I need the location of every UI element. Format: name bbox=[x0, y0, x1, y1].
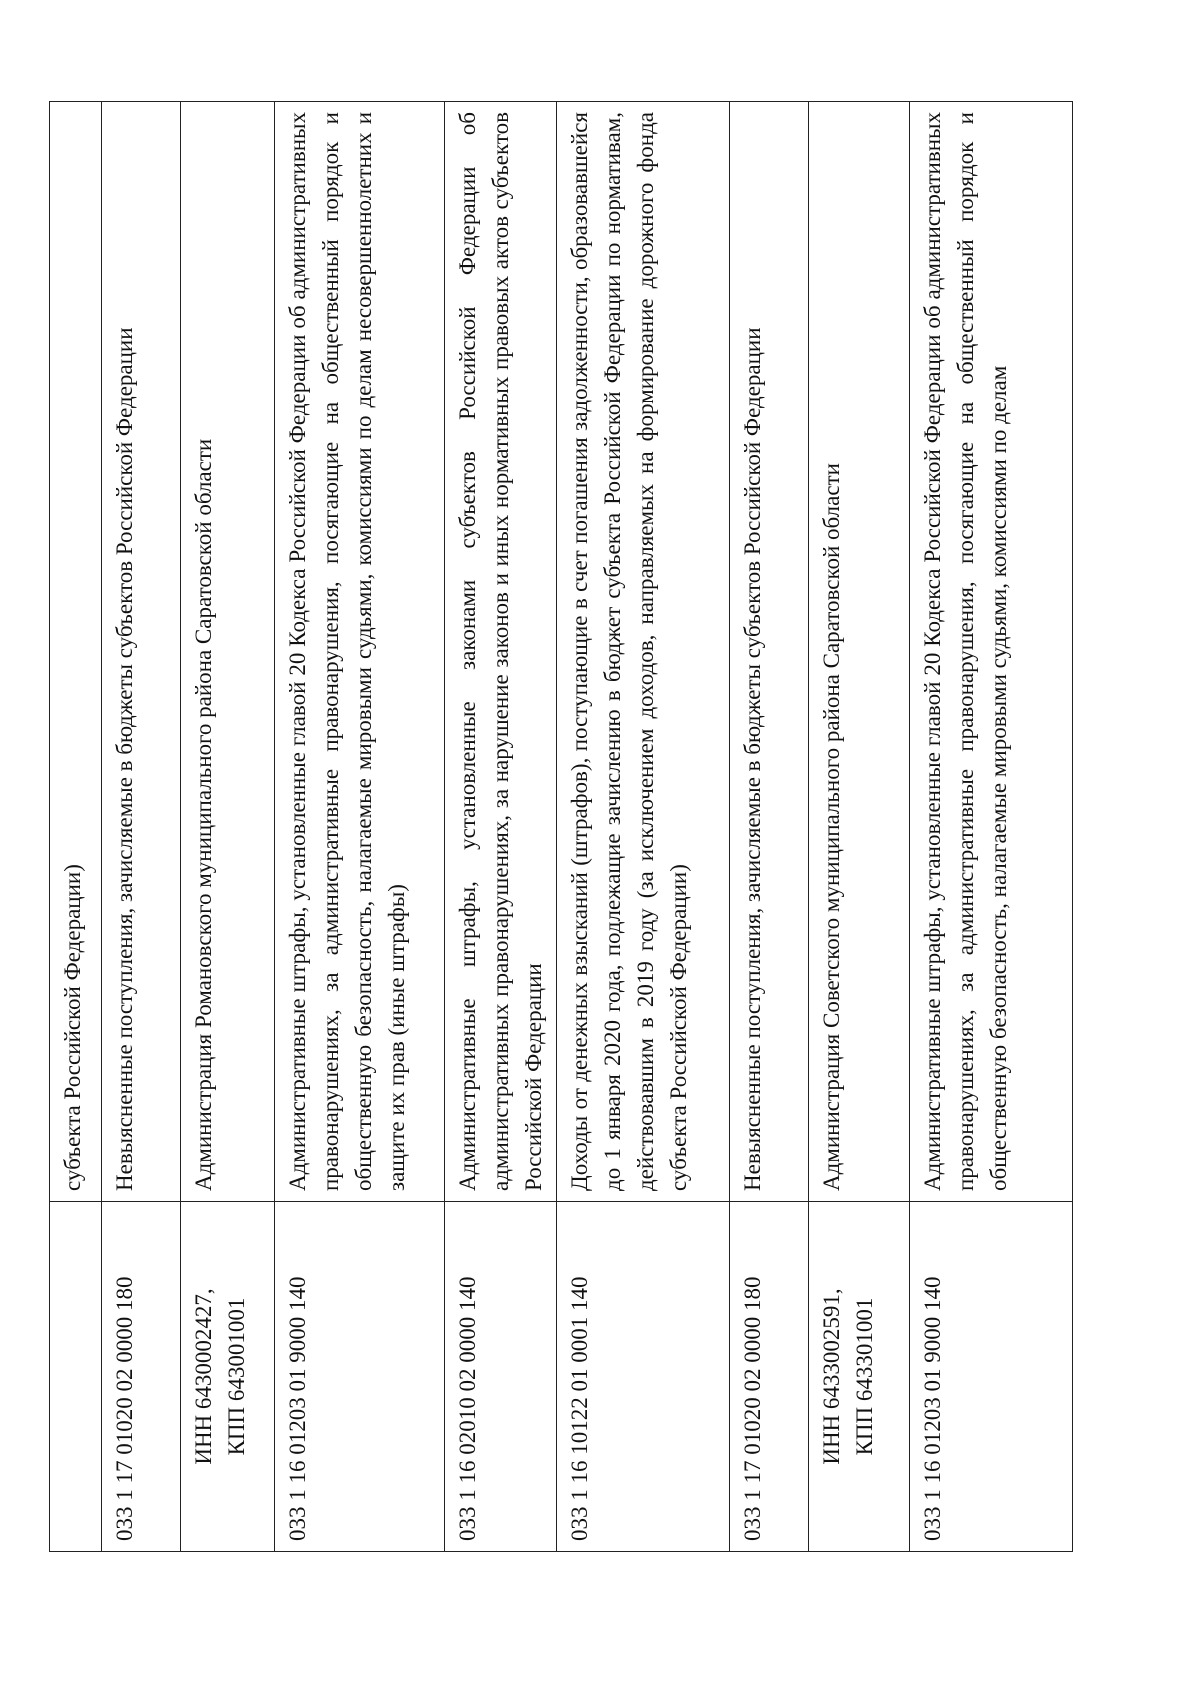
revenue-codes-table bbox=[49, 101, 1073, 1552]
table-row bbox=[445, 102, 557, 1552]
code-cell bbox=[50, 1202, 102, 1552]
inn-value: ИНН 6433002591, bbox=[819, 1288, 844, 1465]
table-body bbox=[50, 102, 1073, 1552]
description-cell: Административные штрафы, установленные главой 20 Кодекса Российской Федерации об административных правонарушениях, за административные правонарушения, посягающие на общественный порядок и общественную безопасность, налагаемые мировыми судьями, комиссиями по делам несовершеннолетних и защите их прав (иные штрафы) bbox=[275, 102, 445, 1202]
code-cell: 033 1 17 01020 02 0000 180 bbox=[102, 1202, 181, 1552]
description-cell: Административные штрафы, установленные главой 20 Кодекса Российской Федерации об административных правонарушениях, за административные правонарушения, посягающие на общественный порядок и общественную безопасность, налагаемые мировыми судьями, комиссиями по делам bbox=[910, 102, 1073, 1202]
description-cell: Невыясненные поступления, зачисляемые в бюджеты субъектов Российской Федерации bbox=[102, 102, 181, 1202]
code-cell: 033 1 16 01203 01 9000 140 bbox=[275, 1202, 445, 1552]
description-cell: Административные штрафы, установленные законами субъектов Российской Федерации об административных правонарушениях, за нарушение законов и иных нормативных правовых актов субъектов Российской Федерации bbox=[445, 102, 557, 1202]
administrator-name-cell: Администрация Советского муниципального района Саратовской области bbox=[809, 102, 910, 1202]
inn-kpp-cell bbox=[181, 1202, 275, 1552]
admin-row bbox=[809, 102, 910, 1552]
code-cell: 033 1 16 10122 01 0001 140 bbox=[557, 1202, 730, 1552]
inn-kpp-cell bbox=[809, 1202, 910, 1552]
code-cell: 033 1 16 01203 01 9000 140 bbox=[910, 1202, 1073, 1552]
table-row bbox=[275, 102, 445, 1552]
administrator-name-cell: Администрация Романовского муниципального района Саратовской области bbox=[181, 102, 275, 1202]
table-row bbox=[102, 102, 181, 1552]
description-cell: Невыясненные поступления, зачисляемые в бюджеты субъектов Российской Федерации bbox=[730, 102, 809, 1202]
kpp-value: КПП 643301001 bbox=[852, 1297, 877, 1456]
code-cell: 033 1 16 02010 02 0000 140 bbox=[445, 1202, 557, 1552]
table-row bbox=[910, 102, 1073, 1552]
inn-value: ИНН 6430002427, bbox=[191, 1288, 216, 1465]
code-cell: 033 1 17 01020 02 0000 180 bbox=[730, 1202, 809, 1552]
admin-row bbox=[181, 102, 275, 1552]
description-cell: Доходы от денежных взысканий (штрафов), поступающие в счет погашения задолженности, образовавшейся до 1 января 2020 года, подлежащие зачислению в бюджет субъекта Российской Федерации по нормативам, действовавшим в 2019 году (за исключением доходов, направляемых на формирование дорожного фонда субъекта Российской Федерации) bbox=[557, 102, 730, 1202]
rotated-page-content bbox=[49, 102, 1071, 1552]
table-row bbox=[557, 102, 730, 1552]
table-row bbox=[50, 102, 102, 1552]
description-cell: субъекта Российской Федерации) bbox=[50, 102, 102, 1202]
kpp-value: КПП 643001001 bbox=[224, 1297, 249, 1456]
table-row bbox=[730, 102, 809, 1552]
